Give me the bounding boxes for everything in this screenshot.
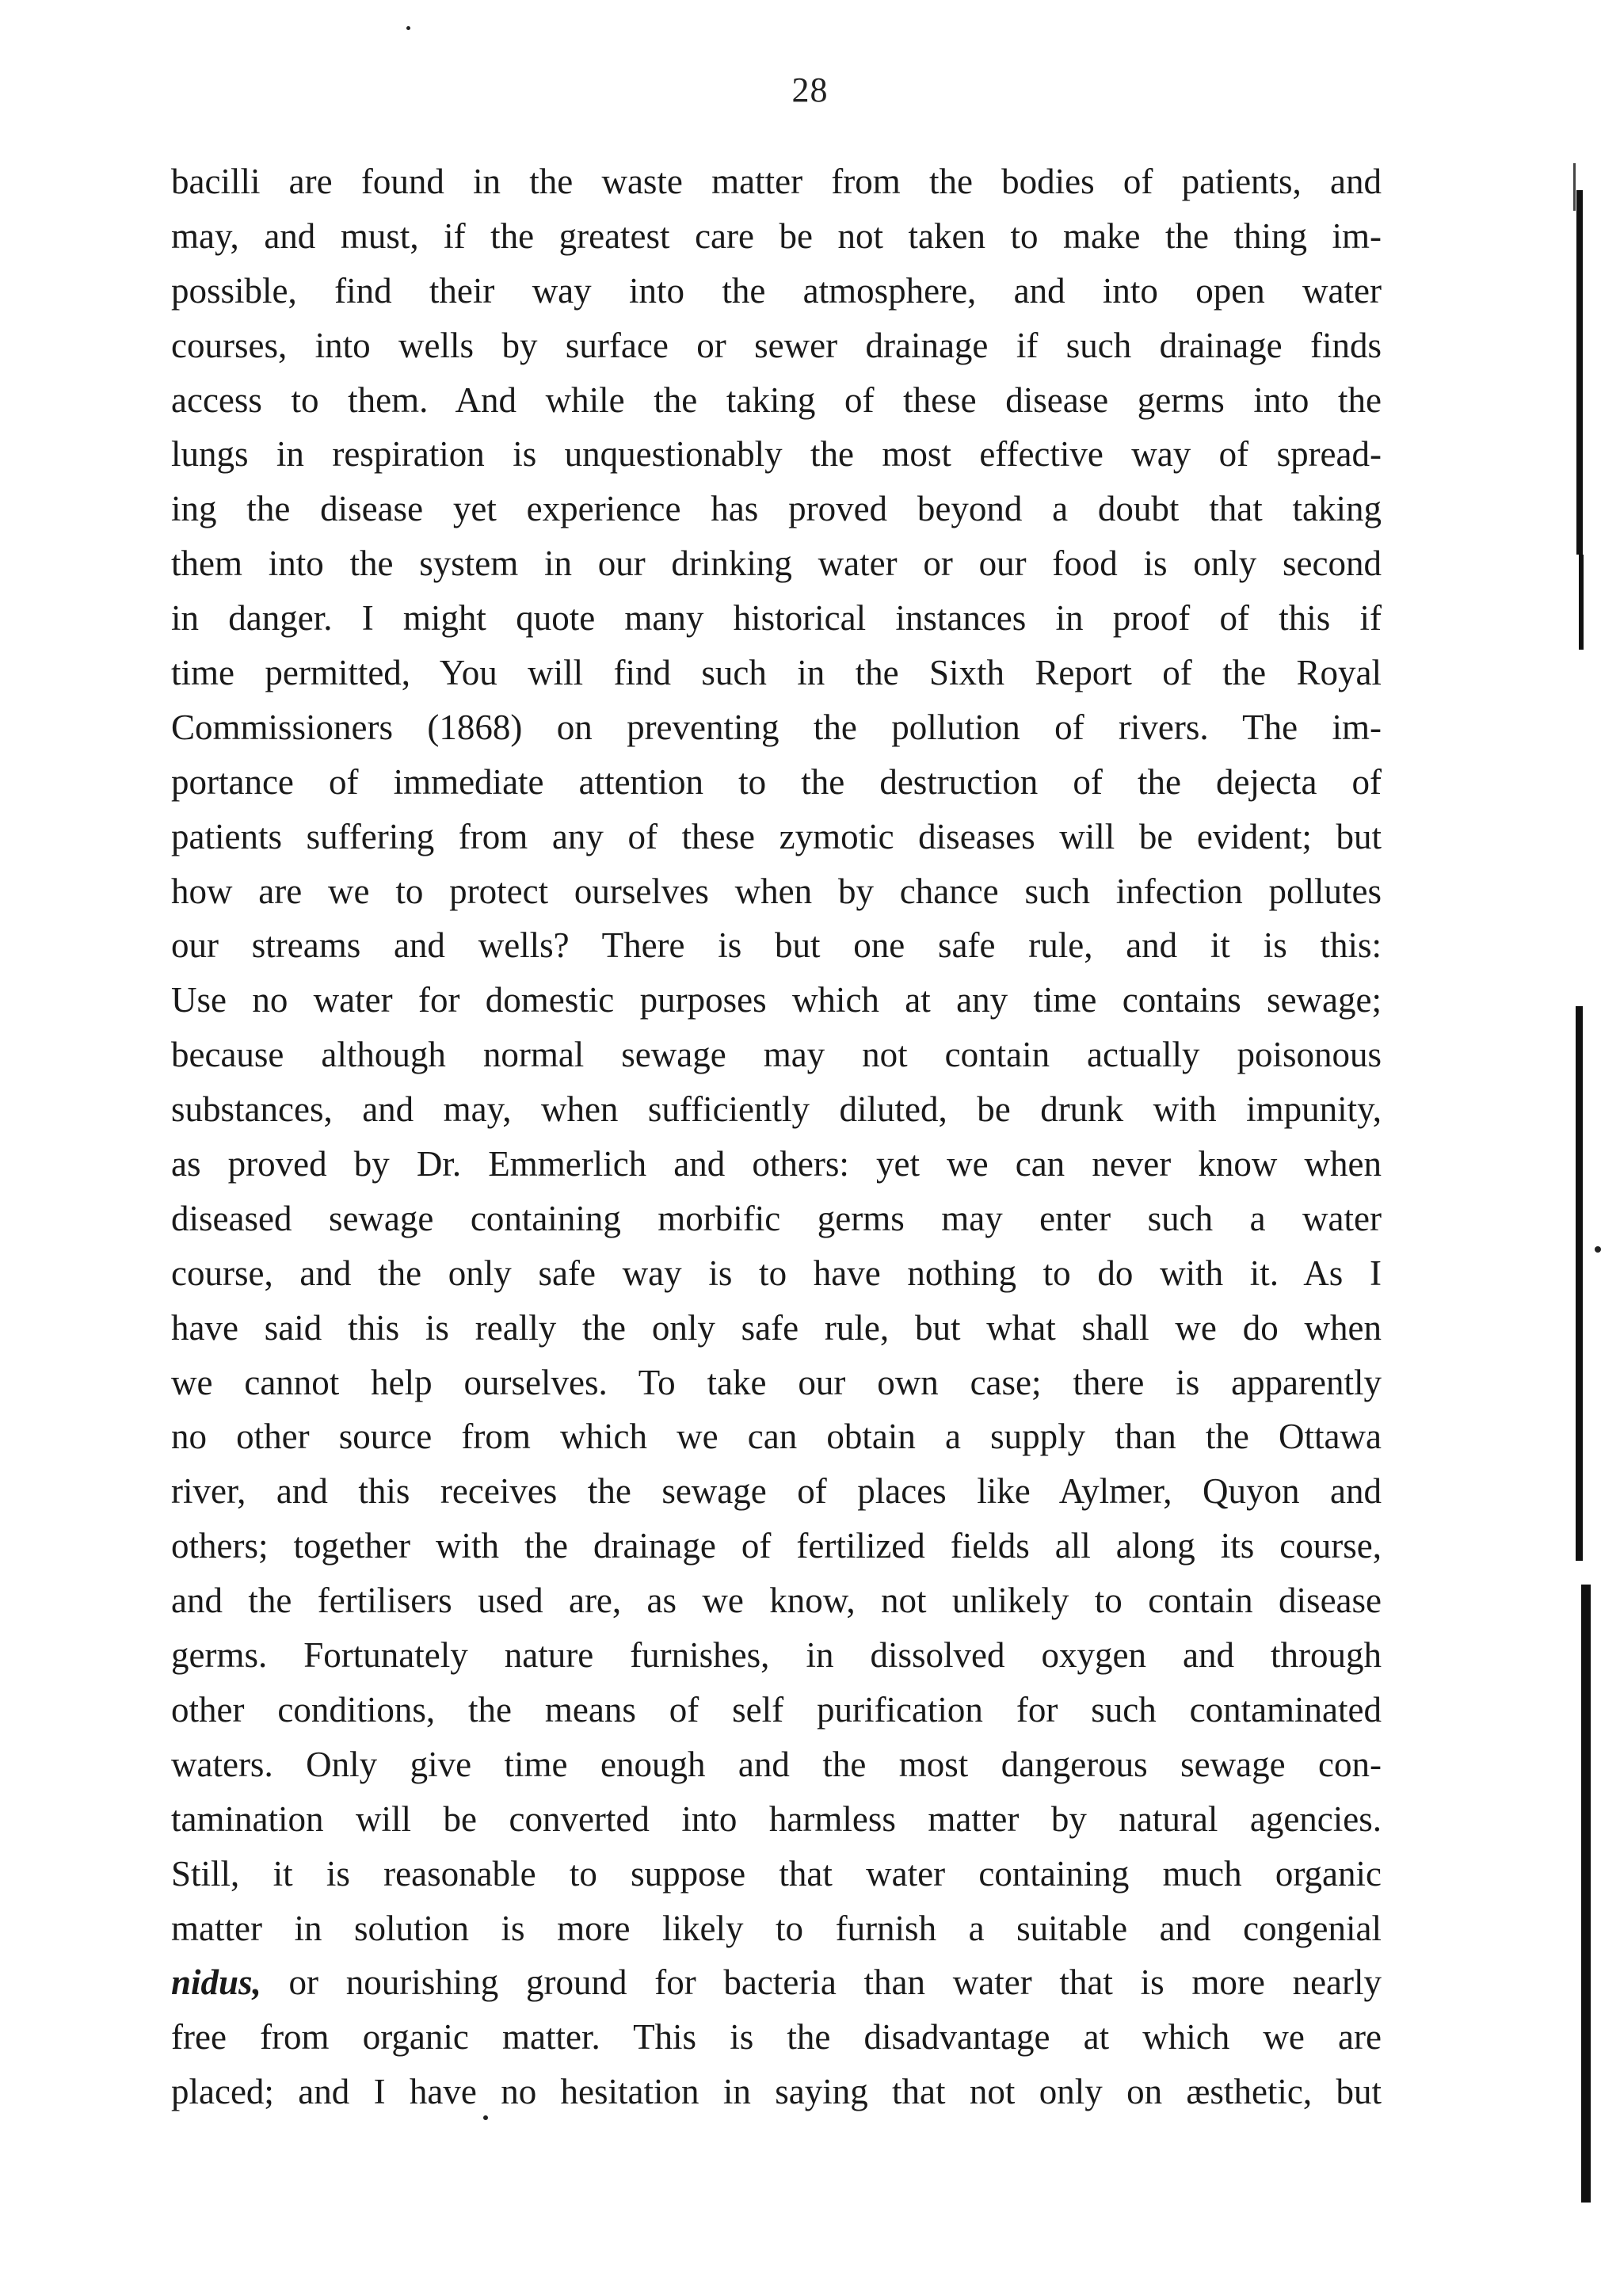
- text-line: substances, and may, when sufficiently diluted, be drunk with impunity,: [171, 1089, 1382, 1130]
- text-line: courses, into wells by surface or sewer drainage if such drainage finds: [171, 325, 1382, 365]
- text-line-rest: or nourishing ground for bacteria than water that is more nearly: [261, 1962, 1382, 2003]
- text-line: them into the system in our drinking water or our food is only second: [171, 543, 1382, 584]
- text-line: germs. Fortunately nature furnishes, in dissolved oxygen and through: [171, 1635, 1382, 1676]
- text-line: in danger. I might quote many historical instances in proof of this if: [171, 598, 1382, 639]
- binding-edge-mark: [1573, 163, 1576, 211]
- text-line: others; together with the drainage of fertilized fields all along its course,: [171, 1526, 1382, 1566]
- binding-edge-mark: [1581, 1585, 1591, 2203]
- text-line: portance of immediate attention to the destruction of the dejecta of: [171, 761, 1382, 802]
- text-line-nidus: [171, 1955, 1382, 2010]
- text-line: lungs in respiration is unquestionably the most effective way of spread-: [171, 434, 1382, 475]
- text-line: free from organic matter. This is the disadvantage at which we are: [171, 2017, 1382, 2058]
- text-line: our streams and wells? There is but one safe rule, and it is this:: [171, 925, 1382, 966]
- text-line: how are we to protect ourselves when by chance such infection pollutes: [171, 871, 1382, 911]
- scan-speck: [406, 26, 410, 30]
- text-line: Use no water for domestic purposes which at any time contains sewage;: [171, 980, 1382, 1020]
- text-line: as proved by Dr. Emmerlich and others: yet we can never know when: [171, 1144, 1382, 1184]
- italic-word: nidus,: [171, 1962, 261, 2003]
- text-line: bacilli are found in the waste matter from the bodies of patients, and: [171, 162, 1382, 201]
- text-line: tamination will be converted into harmless matter by natural agencies.: [171, 1798, 1382, 1839]
- text-line: diseased sewage containing morbific germs may enter such a water: [171, 1198, 1382, 1238]
- text-line: waters. Only give time enough and the most dangerous sewage con-: [171, 1744, 1382, 1784]
- text-line: may, and must, if the greatest care be not taken to make the thing im-: [171, 215, 1382, 256]
- text-line: ing the disease yet experience has proved beyond a doubt that taking: [171, 489, 1382, 529]
- scan-speck: [1595, 1246, 1601, 1253]
- text-line: no other source from which we can obtain a supply than the Ottawa: [171, 1417, 1382, 1457]
- text-line: course, and the only safe way is to have nothing to do with it. As I: [171, 1253, 1382, 1293]
- text-line: matter in solution is more likely to furnish a suitable and congenial: [171, 1908, 1382, 1948]
- binding-edge-mark: [1576, 1006, 1583, 1561]
- text-line: Still, it is reasonable to suppose that water containing much organic: [171, 1853, 1382, 1894]
- binding-edge-mark: [1576, 190, 1583, 555]
- text-line: we cannot help ourselves. To take our own case; there is apparently: [171, 1362, 1382, 1402]
- text-line: possible, find their way into the atmosphere, and into open water: [171, 270, 1382, 311]
- scan-speck: [483, 2115, 488, 2120]
- text-line: Commissioners (1868) on preventing the pollution of rivers. The im-: [171, 707, 1382, 747]
- text-line: and the fertilisers used are, as we know, not unlikely to contain disease: [171, 1581, 1382, 1621]
- text-line: placed; and I have no hesitation in saying that not only on æsthetic, but: [171, 2072, 1382, 2112]
- text-line: access to them. And while the taking of these disease germs into the: [171, 379, 1382, 420]
- body-text: [171, 154, 1382, 2119]
- text-line: river, and this receives the sewage of places like Aylmer, Quyon and: [171, 1471, 1382, 1512]
- text-line: have said this is really the only safe rule, but what shall we do when: [171, 1307, 1382, 1348]
- text-line: time permitted, You will find such in the Sixth Report of the Royal: [171, 653, 1382, 693]
- binding-edge-mark: [1579, 555, 1584, 650]
- text-line: other conditions, the means of self purification for such contaminated: [171, 1689, 1382, 1730]
- text-line: because although normal sewage may not contain actually poisonous: [171, 1035, 1382, 1075]
- page-number: 28: [791, 71, 829, 109]
- text-line: patients suffering from any of these zymotic diseases will be evident; but: [171, 816, 1382, 856]
